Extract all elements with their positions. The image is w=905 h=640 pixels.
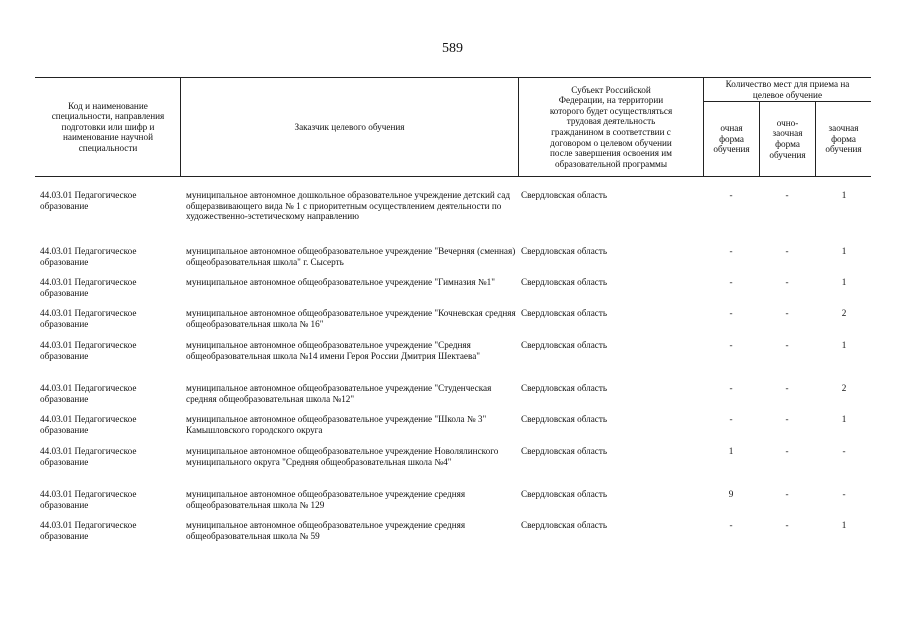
row-correspondence: 1 <box>841 520 847 530</box>
row-code: 44.03.01 Педагогическое образование <box>40 383 137 404</box>
header-customer: Заказчик целевого обучения <box>294 121 405 132</box>
row-code: 44.03.01 Педагогическое образование <box>40 277 137 298</box>
row-part-time: - <box>785 489 789 499</box>
row-part-time: - <box>785 277 789 287</box>
row-code: 44.03.01 Педагогическое образование <box>40 446 137 467</box>
row-subject: Свердловская область <box>521 446 608 456</box>
row-subject: Свердловская область <box>521 520 608 530</box>
row-correspondence: - <box>842 489 846 499</box>
row-correspondence: 1 <box>841 277 847 287</box>
page-number: 589 <box>442 41 463 56</box>
row-correspondence: 1 <box>841 414 847 424</box>
header-places: Количество мест для приема на целевое обучение <box>725 78 850 100</box>
row-full-time: - <box>729 383 733 393</box>
row-part-time: - <box>785 246 789 256</box>
row-part-time: - <box>785 414 789 424</box>
row-subject: Свердловская область <box>521 489 608 499</box>
row-full-time: - <box>729 246 733 256</box>
row-subject: Свердловская область <box>521 414 608 424</box>
row-full-time: - <box>729 520 733 530</box>
header-subject: Субъект Российской Федерации, на территории которого будет осуществляться трудовая деятельность гражданином в соответствии с договором о целевом обучении после завершения освоения им образовательной программы <box>549 84 673 169</box>
row-subject: Свердловская область <box>521 308 608 318</box>
row-subject: Свердловская область <box>521 246 608 256</box>
row-part-time: - <box>785 308 789 318</box>
row-customer: муниципальное автономное общеобразовательное учреждение Новолялинского муниципального округа "Средняя общеобразовательная школа №4" <box>186 446 499 467</box>
row-correspondence: 2 <box>841 308 847 318</box>
row-customer: муниципальное автономное общеобразовательное учреждение средняя общеобразовательная школа № 129 <box>186 489 466 510</box>
row-part-time: - <box>785 520 789 530</box>
row-part-time: - <box>785 340 789 350</box>
row-full-time: - <box>729 190 733 200</box>
row-customer: муниципальное автономное общеобразовательное учреждение "Гимназия №1" <box>186 277 496 287</box>
row-customer: муниципальное автономное общеобразовательное учреждение "Средняя общеобразовательная школа №14 имени Героя России Дмитрия Шектаева" <box>186 340 481 361</box>
row-correspondence: 1 <box>841 246 847 256</box>
row-correspondence: 1 <box>841 340 847 350</box>
row-full-time: - <box>729 277 733 287</box>
row-full-time: - <box>729 414 733 424</box>
row-subject: Свердловская область <box>521 190 608 200</box>
row-code: 44.03.01 Педагогическое образование <box>40 520 137 541</box>
row-part-time: - <box>785 446 789 456</box>
header-code: Код и наименование специальности, направления подготовки или шифр и наименование научной специальности <box>51 100 165 153</box>
row-code: 44.03.01 Педагогическое образование <box>40 246 137 267</box>
header-correspondence: заочная форма обучения <box>825 123 862 155</box>
row-subject: Свердловская область <box>521 277 608 287</box>
header-bottom-border <box>35 176 871 177</box>
row-code: 44.03.01 Педагогическое образование <box>40 414 137 435</box>
row-full-time: - <box>729 340 733 350</box>
header-part-time: очно-заочная форма обучения <box>769 117 806 160</box>
row-full-time: - <box>729 308 733 318</box>
row-code: 44.03.01 Педагогическое образование <box>40 340 137 361</box>
row-code: 44.03.01 Педагогическое образование <box>40 190 137 211</box>
header-full-time: очная форма обучения <box>713 123 750 155</box>
row-subject: Свердловская область <box>521 340 608 350</box>
row-subject: Свердловская область <box>521 383 608 393</box>
row-full-time: 9 <box>728 489 734 499</box>
row-customer: муниципальное автономное дошкольное образовательное учреждение детский сад общеразвивающего вида № 1 с приоритетным осуществлением деятельности по художественно-эстетическому направлению <box>186 190 511 222</box>
row-customer: муниципальное автономное общеобразовательное учреждение "Школа № 3" Камышловского городского округа <box>186 414 487 435</box>
row-customer: муниципальное автономное общеобразовательное учреждение средняя общеобразовательная школа № 59 <box>186 520 466 541</box>
row-part-time: - <box>785 190 789 200</box>
row-correspondence: - <box>842 446 846 456</box>
row-correspondence: 2 <box>841 383 847 393</box>
row-customer: муниципальное автономное общеобразовательное учреждение "Кочневская средняя общеобразовательная школа № 16" <box>186 308 516 329</box>
row-part-time: - <box>785 383 789 393</box>
row-code: 44.03.01 Педагогическое образование <box>40 489 137 510</box>
row-customer: муниципальное автономное общеобразовательное учреждение "Вечерняя (сменная) общеобразовательная школа" г. Сысерть <box>186 246 516 267</box>
row-correspondence: 1 <box>841 190 847 200</box>
row-full-time: 1 <box>728 446 734 456</box>
row-code: 44.03.01 Педагогическое образование <box>40 308 137 329</box>
row-customer: муниципальное автономное общеобразовательное учреждение "Студенческая средняя общеобразовательная школа №12" <box>186 383 492 404</box>
